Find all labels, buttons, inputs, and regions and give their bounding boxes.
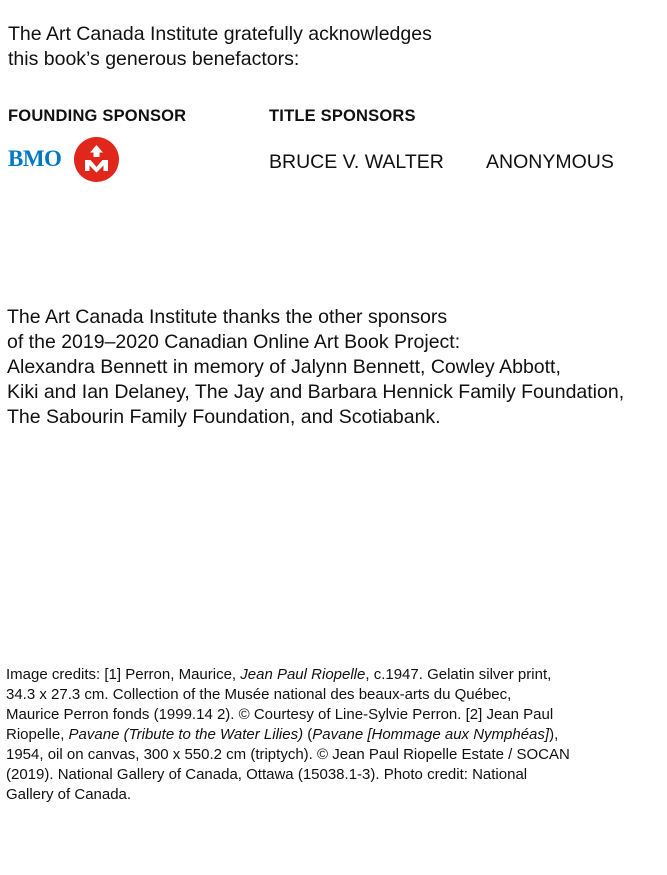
credits-line-7: Gallery of Canada. xyxy=(6,786,132,803)
title-sponsors-label: TITLE SPONSORS xyxy=(269,107,416,125)
credits-line-3: Maurice Perron fonds (1999.14 2). © Courtesy of Line-Sylvie Perron. [2] Jean Paul xyxy=(6,706,554,723)
intro-line-2: this book’s generous benefactors: xyxy=(8,48,300,70)
artwork-title-french: Pavane [Hommage aux Nymphéas] xyxy=(312,726,550,743)
bmo-roundel-icon xyxy=(74,137,119,182)
credits-line-2: 34.3 x 27.3 cm. Collection of the Musée national des beaux-arts du Québec, xyxy=(6,686,512,703)
image-credits xyxy=(6,665,646,805)
credits-line-1: Image credits: [1] Perron, Maurice, Jean Paul Riopelle, c.1947. Gelatin silver print, xyxy=(6,666,552,683)
founding-sponsor-label: FOUNDING SPONSOR xyxy=(8,107,187,125)
thanks-line: Alexandra Bennett in memory of Jalynn Bennett, Cowley Abbott, xyxy=(7,356,561,378)
credits-line-4: Riopelle, Pavane (Tribute to the Water Lilies) (Pavane [Hommage aux Nymphéas]), xyxy=(6,726,559,743)
intro-text xyxy=(8,22,432,72)
thanks-line: The Art Canada Institute thanks the other sponsors xyxy=(7,306,448,328)
other-sponsors-text xyxy=(7,305,624,430)
credits-line-5: 1954, oil on canvas, 300 x 550.2 cm (triptych). © Jean Paul Riopelle Estate / SOCAN xyxy=(6,746,570,763)
title-sponsor-name: BRUCE V. WALTER xyxy=(269,151,444,173)
thanks-line: The Sabourin Family Foundation, and Scotiabank. xyxy=(7,406,441,428)
thanks-line: Kiki and Ian Delaney, The Jay and Barbara Hennick Family Foundation, xyxy=(7,381,625,403)
intro-line-1: The Art Canada Institute gratefully acknowledges xyxy=(8,23,432,45)
artwork-title: Jean Paul Riopelle xyxy=(240,666,366,683)
bmo-logo xyxy=(8,137,123,183)
bmo-logo-text: BMO xyxy=(8,146,62,171)
artwork-title: Pavane (Tribute to the Water Lilies) xyxy=(68,726,304,743)
credits-line-6: (2019). National Gallery of Canada, Ottawa (15038.1-3). Photo credit: National xyxy=(6,766,528,783)
title-sponsor-name: ANONYMOUS xyxy=(486,151,614,173)
thanks-line: of the 2019–2020 Canadian Online Art Book Project: xyxy=(7,331,461,353)
